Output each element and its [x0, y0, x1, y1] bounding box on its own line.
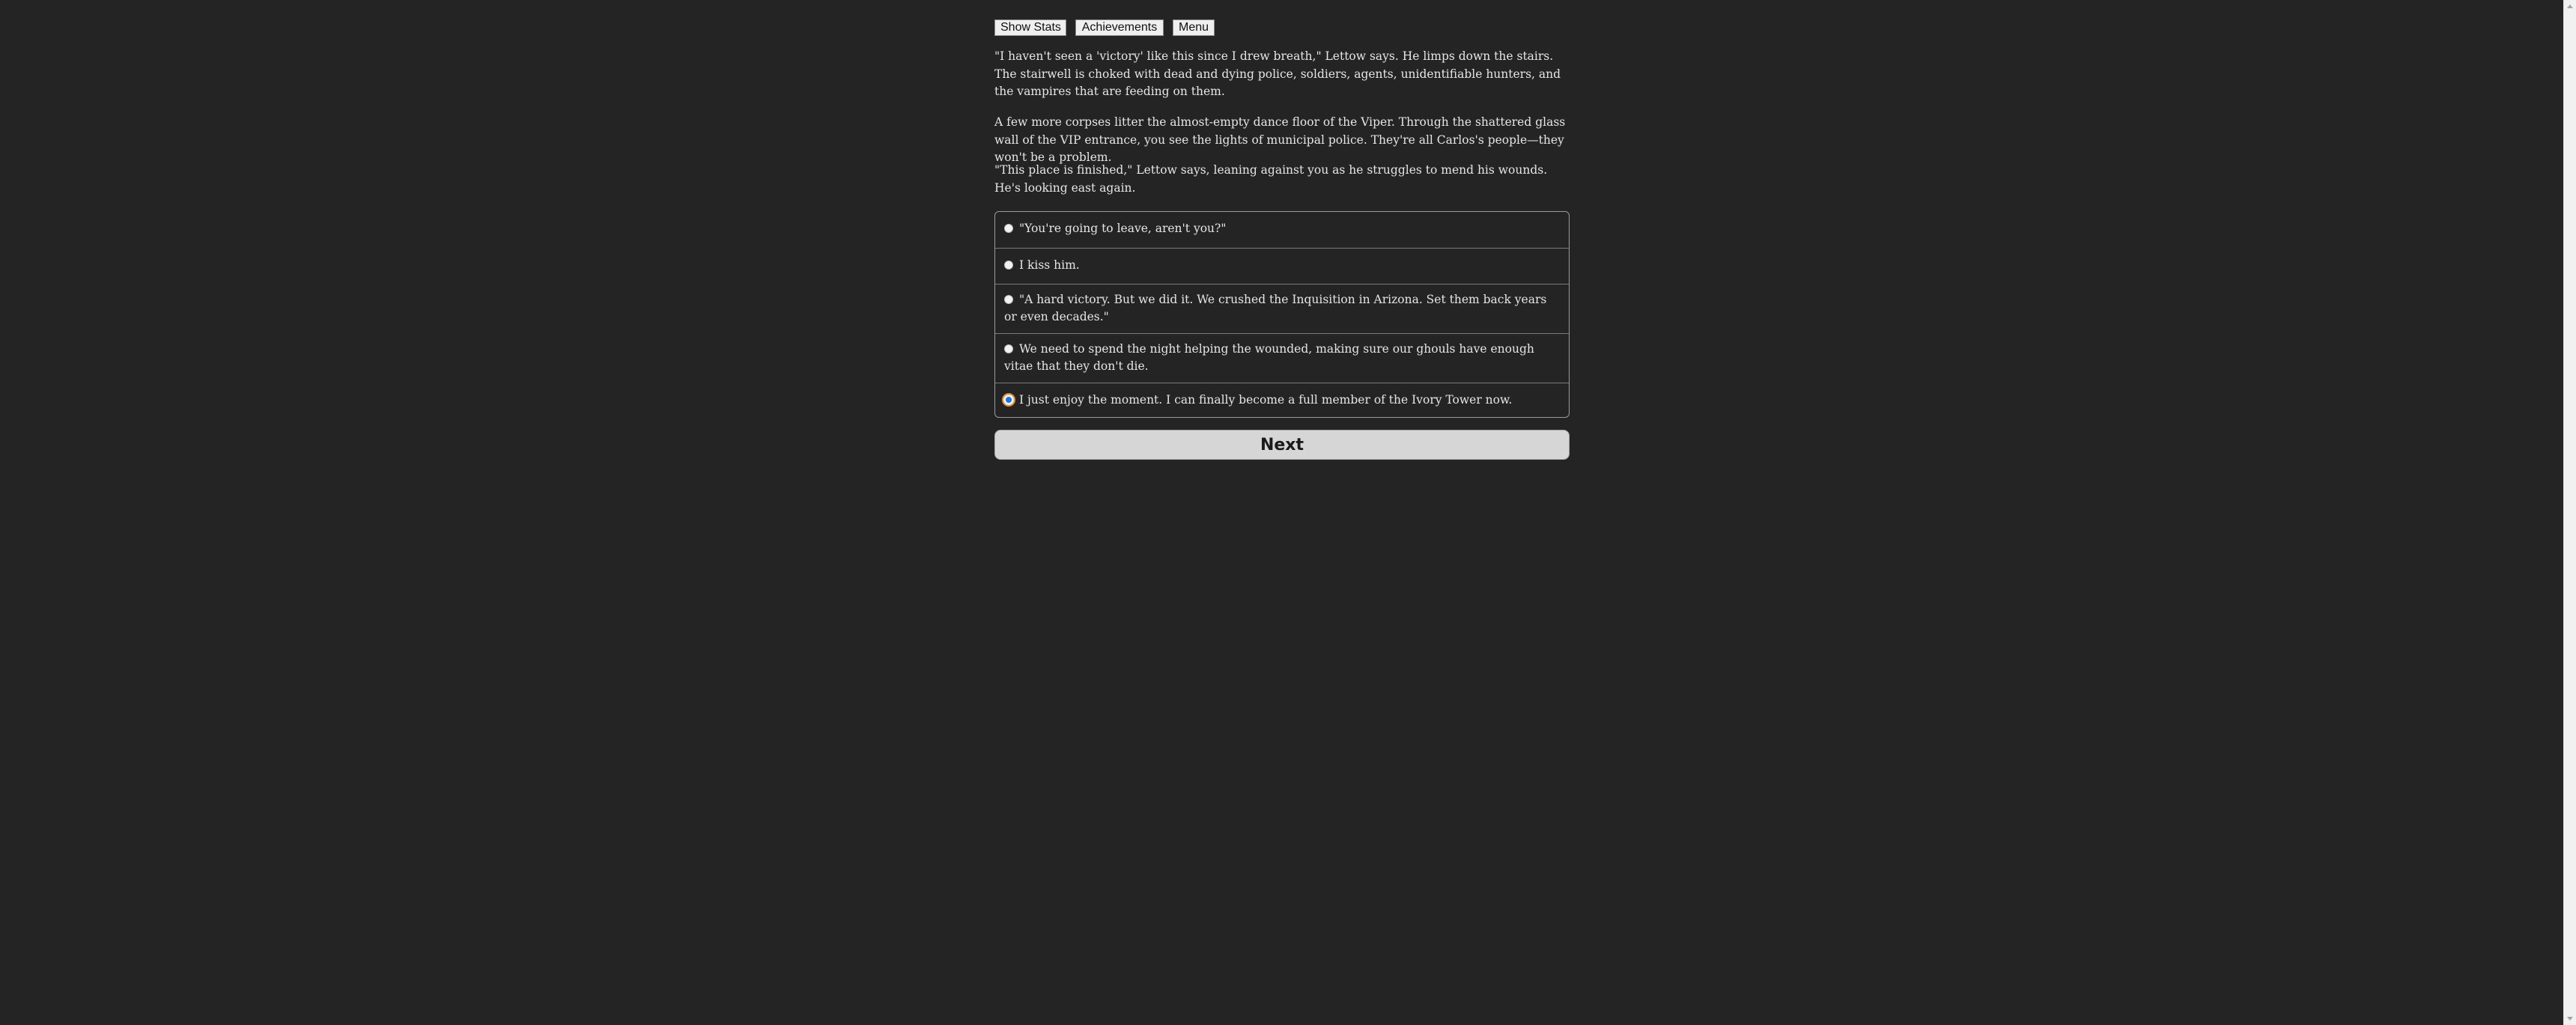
- radio-button[interactable]: [1004, 344, 1013, 353]
- story-paragraph: "I haven't seen a 'victory' like this since I drew breath," Lettow says. He limps down the stairs. The stairwell is choked with dead and dying police, soldiers, agents, unidentifiable hunters, and the vampires that are feeding on them.: [994, 49, 1561, 98]
- choice-label: "You're going to leave, aren't you?": [1018, 222, 1227, 235]
- choice-list: [994, 211, 1570, 418]
- menu-button[interactable]: Menu: [1173, 19, 1215, 36]
- choice-label: I kiss him.: [1018, 258, 1080, 272]
- choice-label: "A hard victory. But we did it. We crushed the Inquisition in Arizona. Set them back years or even decades.": [1004, 293, 1547, 323]
- choice-label: I just enjoy the moment. I can finally become a full member of the Ivory Tower now.: [1018, 393, 1513, 407]
- radio-button[interactable]: [1004, 261, 1013, 270]
- radio-button[interactable]: [1004, 295, 1013, 304]
- story-paragraph: A few more corpses litter the almost-empty dance floor of the Viper. Through the shattered glass wall of the VIP entrance, you see the lights of municipal police. They're all Carlos's people—they won't be a problem.: [994, 115, 1566, 164]
- choice-option[interactable]: [995, 333, 1569, 383]
- scroll-down-arrow-icon[interactable]: [2567, 1017, 2573, 1021]
- choice-option[interactable]: [995, 212, 1569, 248]
- choice-option[interactable]: [995, 284, 1569, 333]
- vertical-scrollbar[interactable]: [2563, 0, 2576, 1025]
- story-paragraph: "This place is finished," Lettow says, leaning against you as he struggles to mend his wounds. He's looking east again.: [994, 163, 1548, 195]
- choice-option-selected[interactable]: [995, 383, 1569, 418]
- scroll-up-arrow-icon[interactable]: [2567, 4, 2573, 8]
- next-button[interactable]: Next: [994, 430, 1570, 460]
- achievements-button[interactable]: Achievements: [1075, 19, 1164, 36]
- show-stats-button[interactable]: Show Stats: [994, 19, 1066, 36]
- choice-option[interactable]: [995, 248, 1569, 284]
- choice-label: We need to spend the night helping the wounded, making sure our ghouls have enough vitae that they don't die.: [1004, 342, 1534, 373]
- radio-button-selected[interactable]: [1002, 393, 1015, 407]
- radio-button[interactable]: [1004, 224, 1013, 233]
